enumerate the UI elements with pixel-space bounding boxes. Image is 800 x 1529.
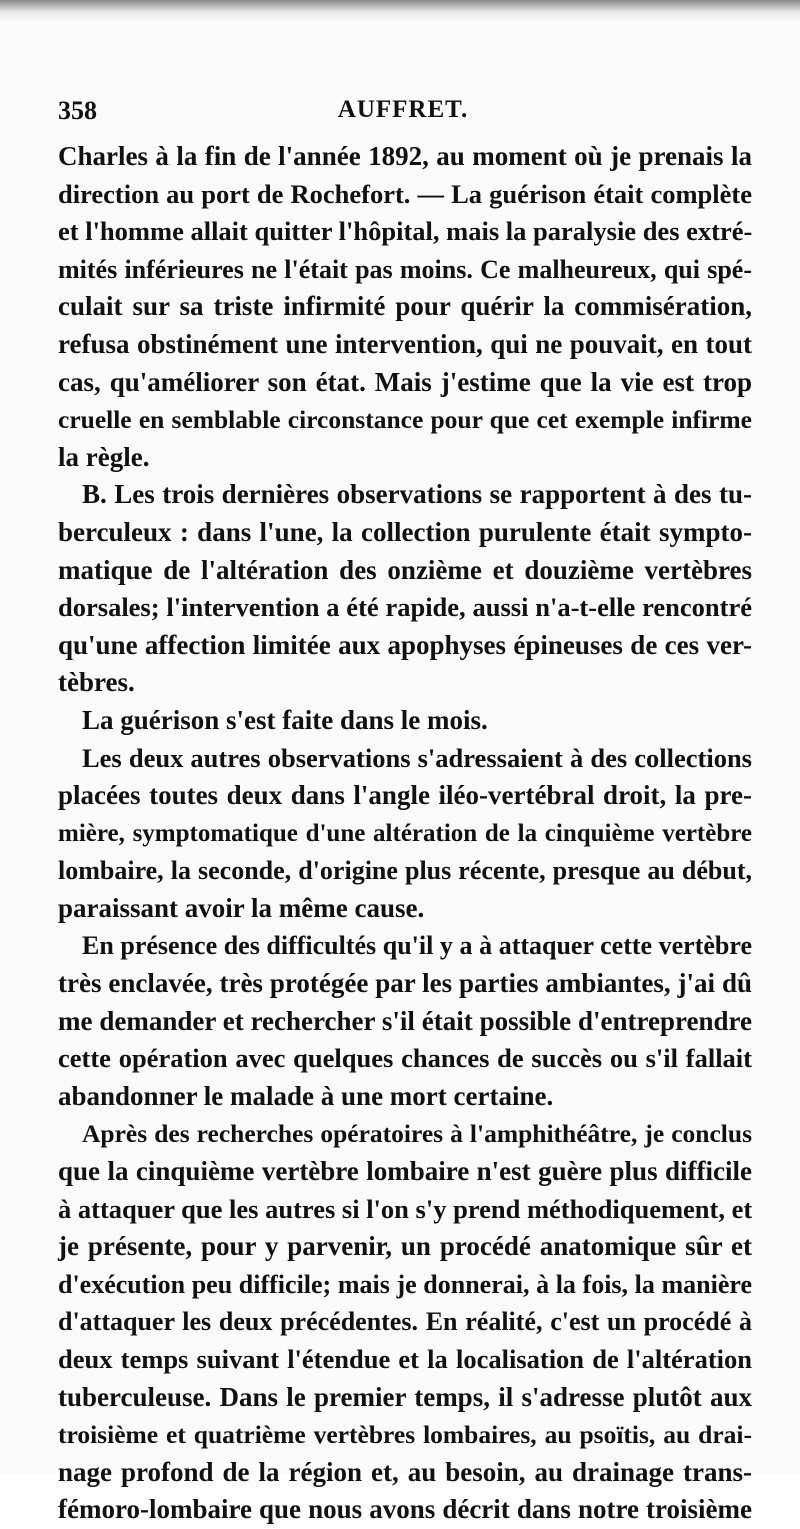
text-line: dorsales; l'intervention a été rapide, aussi n'a-t-elle rencontré <box>58 592 752 623</box>
page-number: 358 <box>58 96 97 125</box>
body-text <box>58 138 752 1529</box>
text-line: tuberculeuse. Dans le premier temps, il s'adresse plutôt aux <box>58 1381 752 1412</box>
text-line: et l'homme allait quitter l'hôpital, mais la paralysie des extré- <box>58 216 753 247</box>
text-line: d'attaquer les deux précédentes. En réalité, c'est un procédé à <box>58 1307 752 1337</box>
text-line: troisième et quatrième vertèbres lombaires, au psoïtis, au drai- <box>58 1420 752 1450</box>
text-line: me demander et rechercher s'il était possible d'entreprendre <box>58 1005 752 1036</box>
text-line: très enclavée, très protégée par les parties ambiantes, j'ai dû <box>58 968 752 999</box>
text-line: tèbres. <box>58 667 135 698</box>
text-line: la règle. <box>58 441 150 472</box>
text-line: cruelle en semblable circonstance pour que cet exemple infirme <box>58 405 752 435</box>
text-line: direction au port de Rochefort. — La guérison était complète <box>58 178 752 209</box>
text-line: cette opération avec quelques chances de succès ou s'il fallait <box>58 1043 752 1074</box>
text-line: paraissant avoir la même cause. <box>58 892 425 923</box>
text-line: que la cinquième vertèbre lombaire n'est guère plus difficile <box>58 1156 752 1187</box>
text-line: placées toutes deux dans l'angle iléo-vertébral droit, la pre- <box>58 780 752 811</box>
running-header <box>58 96 748 130</box>
text-line: cas, qu'améliorer son état. Mais j'estime que la vie est trop <box>58 366 752 397</box>
text-line: fémoro-lombaire que nous avons décrit dans notre troisième <box>58 1494 752 1525</box>
text-line: mière, symptomatique d'une altération de la cinquième vertèbre <box>58 819 752 847</box>
text-line: nage profond de la région et, au besoin, au drainage trans- <box>58 1456 752 1487</box>
text-line: à attaquer que les autres si l'on s'y prend méthodiquement, et <box>58 1193 753 1224</box>
text-line: refusa obstinément une intervention, qui ne pouvait, en tout <box>58 328 752 359</box>
text-line: berculeux : dans l'une, la collection purulente était sympto- <box>58 516 752 547</box>
text-line: mités inférieures ne l'était pas moins. Ce malheureux, qui spé- <box>58 254 752 284</box>
text-line: lombaire, la seconde, d'origine plus récente, presque au début, <box>58 856 752 886</box>
text-line: qu'une affection limitée aux apophyses épineuses de ces ver- <box>58 629 752 660</box>
text-line: La guérison s'est faite dans le mois. <box>82 704 488 735</box>
text-line: d'exécution peu difficile; mais je donnerai, à la fois, la manière <box>58 1269 752 1299</box>
text-line: matique de l'altération des onzième et douzième vertèbres <box>58 554 752 585</box>
text-line: culait sur sa triste infirmité pour quérir la commisération, <box>58 291 752 322</box>
text-line: deux temps suivant l'étendue et la localisation de l'altération <box>58 1344 752 1374</box>
text-line: Charles à la fin de l'année 1892, au moment où je prenais la <box>58 141 752 171</box>
text-line: En présence des difficultés qu'il y a à attaquer cette vertèbre <box>82 931 752 961</box>
running-title: AUFFRET. <box>337 96 469 123</box>
text-line: Les deux autres observations s'adressaient à des collections <box>82 742 752 773</box>
text-line: Après des recherches opératoires à l'amphithéâtre, je conclus <box>82 1119 752 1149</box>
scan-edge-shadow <box>0 0 800 22</box>
text-line: je présente, pour y parvenir, un procédé anatomique sûr et <box>58 1231 752 1262</box>
text-line: B. Les trois dernières observations se rapportent à des tu- <box>82 479 752 510</box>
text-line: abandonner le malade à une mort certaine. <box>58 1080 554 1111</box>
